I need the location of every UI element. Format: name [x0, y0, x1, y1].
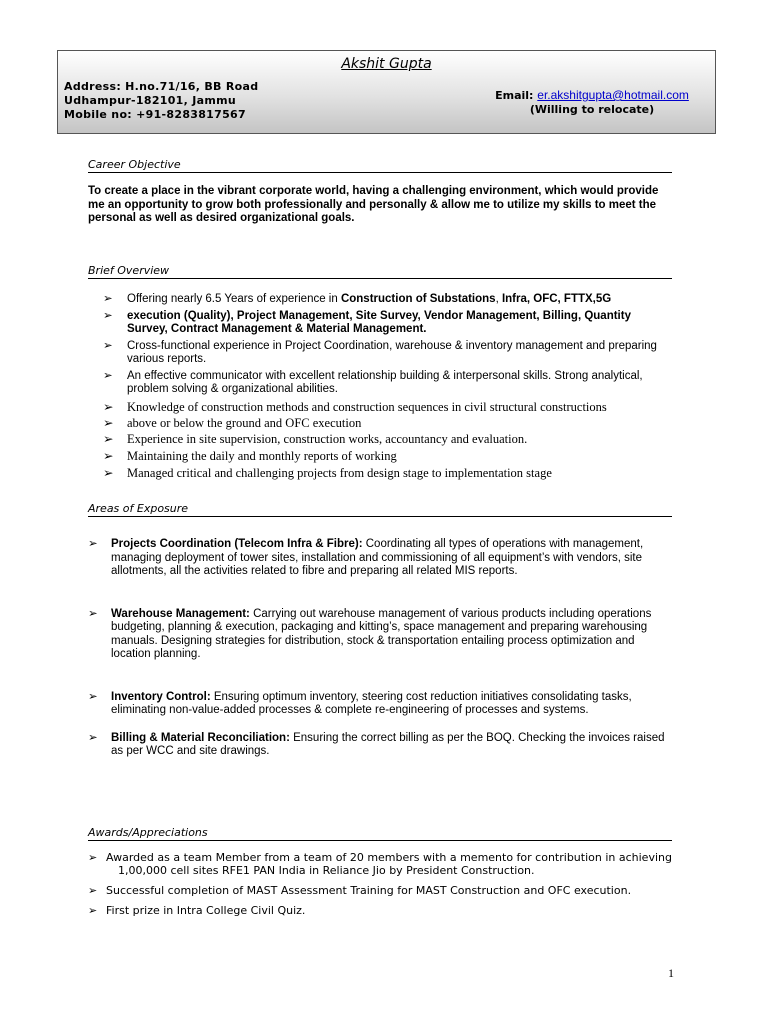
career-objective-title: Career Objective: [88, 158, 672, 173]
list-item: ➢ Billing & Material Reconciliation: Ensuring the correct billing as per the BOQ. Checking the invoices raised as per WCC and site drawings.: [88, 731, 665, 757]
awards-title: Awards/Appreciations: [88, 826, 672, 841]
list-item: ➢ Warehouse Management: Carrying out warehouse management of various products including operations budgeting, planning & execution, packaging and kitting’s, space management and preparing warehousing manuals. Designing strategies for distribution, stock & transportation entailing process optimization and location planning.: [88, 607, 652, 660]
contact-block: [477, 88, 707, 117]
list-item: ➢ Cross-functional experience in Project Coordination, warehouse & inventory management and preparing various reports.: [103, 339, 657, 365]
relocate-note: (Willing to relocate): [529, 103, 655, 116]
arrow-bullet-icon: ➢: [88, 690, 98, 703]
arrow-bullet-icon: ➢: [103, 399, 114, 414]
list-item: ➢ Experience in site supervision, construction works, accountancy and evaluation.: [103, 431, 528, 446]
address-block: [64, 80, 258, 122]
arrow-bullet-icon: ➢: [103, 415, 114, 430]
overview-list: [103, 293, 673, 480]
city-line: Udhampur-182101, Jammu: [64, 94, 237, 107]
areas-of-exposure-title: Areas of Exposure: [88, 502, 672, 517]
arrow-bullet-icon: ➢: [88, 884, 98, 898]
email-link[interactable]: er.akshitgupta@hotmail.com: [537, 88, 689, 102]
arrow-bullet-icon: ➢: [88, 903, 98, 917]
candidate-name: Akshit Gupta: [341, 56, 432, 72]
arrow-bullet-icon: ➢: [103, 309, 113, 322]
brief-overview-title: Brief Overview: [88, 264, 672, 279]
arrow-bullet-icon: ➢: [103, 465, 114, 480]
list-item: ➢ Successful completion of MAST Assessment Training for MAST Construction and OFC execution.: [88, 884, 632, 898]
arrow-bullet-icon: ➢: [103, 448, 114, 463]
list-item: ➢ First prize in Intra College Civil Quiz.: [88, 903, 306, 917]
arrow-bullet-icon: ➢: [103, 293, 113, 305]
list-item: ➢ execution (Quality), Project Management, Site Survey, Vendor Management, Billing, Quantity Survey, Contract Management & Material Management.: [103, 309, 631, 335]
arrow-bullet-icon: ➢: [103, 431, 114, 446]
resume-header: [57, 50, 716, 134]
list-item: ➢ Managed critical and challenging projects from design stage to implementation stage: [103, 465, 552, 480]
arrow-bullet-icon: ➢: [88, 607, 98, 620]
mobile-line: Mobile no: +91-8283817567: [64, 108, 246, 121]
arrow-bullet-icon: ➢: [103, 369, 113, 382]
list-item: ➢ Maintaining the daily and monthly reports of working: [103, 448, 397, 463]
email-label: Email:: [495, 89, 538, 102]
page-number: 1: [668, 966, 674, 980]
address-line: Address: H.no.71/16, BB Road: [64, 80, 259, 93]
career-objective-text: To create a place in the vibrant corporate world, having a challenging environment, which would provide me an opportunity to grow both professionally and personally & allow me to utilize my skills to meet the personal as well as desired organizational goals.: [88, 185, 659, 224]
list-item: ➢ Knowledge of construction methods and construction sequences in civil structural constructions: [103, 399, 607, 414]
arrow-bullet-icon: ➢: [103, 339, 113, 352]
list-item: ➢ Offering nearly 6.5 Years of experience in Construction of Substations, Infra, OFC, FTTX,5G: [103, 293, 612, 305]
arrow-bullet-icon: ➢: [88, 851, 98, 864]
list-item: ➢ Inventory Control: Ensuring optimum inventory, steering cost reduction initiatives consolidating tasks, eliminating non-value-added processes & complete re-engineering of processes and systems.: [88, 690, 632, 716]
exposure-list: [88, 538, 673, 759]
list-item: ➢ Projects Coordination (Telecom Infra & Fibre): Coordinating all types of operations with management, managing deployment of tower sites, installation and commissioning of all equipment’s with vendors, site allotments, all the activities related to fibre and preparing all related MIS reports.: [88, 538, 644, 577]
list-item: ➢ above or below the ground and OFC execution: [103, 415, 362, 430]
list-item: ➢ Awarded as a team Member from a team of 20 members with a memento for contribution in achieving 1,00,000 cell sites RFE1 PAN India in Reliance Jio by President Construction.: [88, 851, 672, 878]
arrow-bullet-icon: ➢: [88, 731, 98, 744]
awards-list: [88, 851, 678, 917]
arrow-bullet-icon: ➢: [88, 538, 98, 550]
list-item: ➢ An effective communicator with excellent relationship building & interpersonal skills. Strong analytical, problem solving & organizational abilities.: [103, 369, 643, 395]
